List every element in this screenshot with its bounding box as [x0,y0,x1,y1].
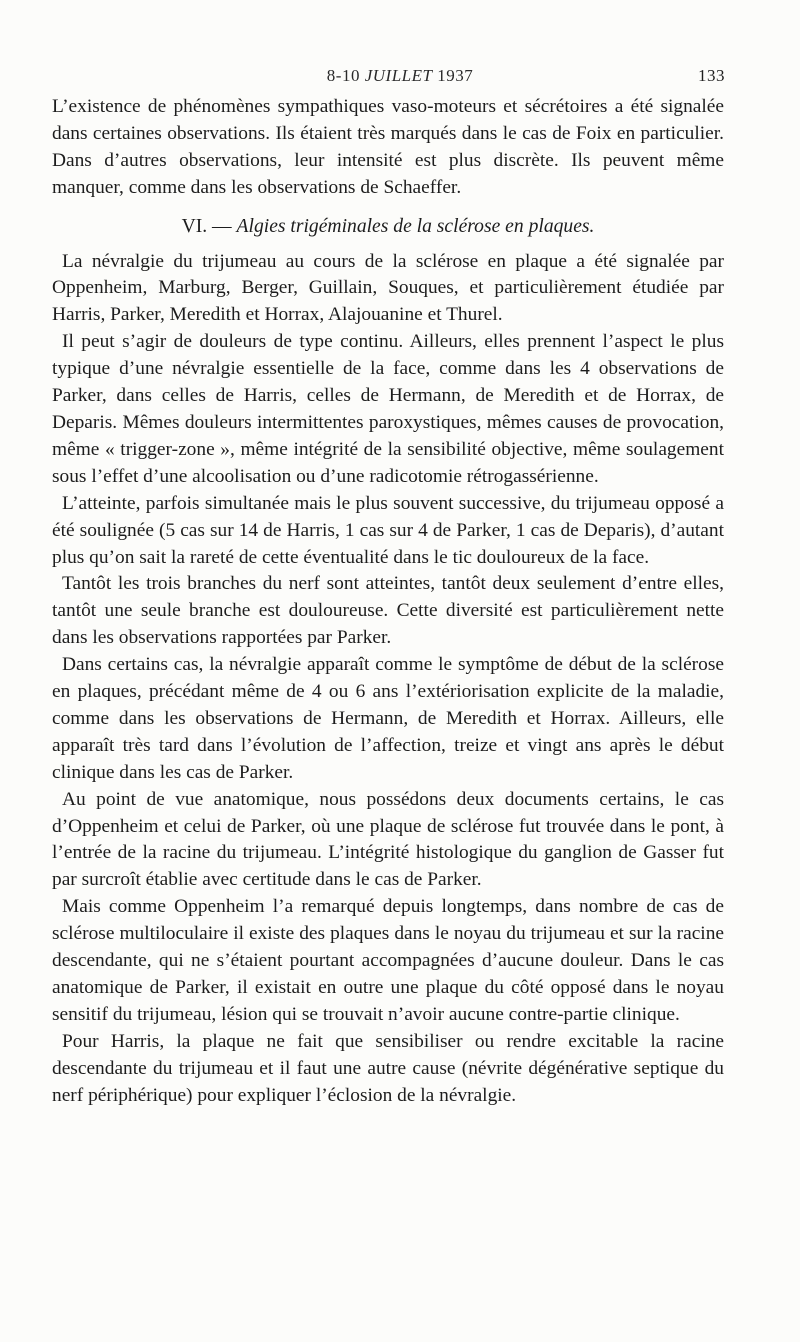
section-dash: — [212,215,232,237]
paragraph: Pour Harris, la plaque ne fait que sensibiliser ou rendre excitable la racine descendante du trijumeau et il faut une autre cause (névrite dégénérative septique du nerf périphérique) pour expliquer l’éclosion de la névralgie. [52,1030,724,1106]
paragraph: Il peut s’agir de douleurs de type continu. Ailleurs, elles prennent l’aspect le plus typique d’une névralgie essentielle de la face, comme dans les 4 observations de Parker, dans celles de Harris, celles de Hermann, de Meredith et de Horrax, de Deparis. Mêmes douleurs intermittentes paroxystiques, mêmes causes de provocation, même « trigger-zone », même intégrité de la sensibilité objective, même soulagement sous l’effet d’une alcoolisation ou d’une radicotomie rétrogassérienne. [52,331,724,487]
paragraph: L’atteinte, parfois simultanée mais le plus souvent successive, du trijumeau opposé a été soulignée (5 cas sur 14 de Harris, 1 cas sur 4 de Parker, 1 cas de Deparis), d’autant plus qu’on sait la rareté de cette éventualité dans le tic douloureux de la face. [52,492,724,568]
paragraph: L’existence de phénomènes sympathiques vaso-moteurs et sécrétoires a été signalée dans certaines observations. Ils étaient très marqués dans le cas de Foix en particulier. Dans d’autres observations, leur intensité est plus discrète. Ils peuvent même manquer, comme dans les observations de Schaeffer. [52,96,724,198]
page-number: 133 [698,66,725,85]
paragraph: Mais comme Oppenheim l’a remarqué depuis longtemps, dans nombre de cas de sclérose multiloculaire il existe des plaques dans le noyau du trijumeau et sur la racine descendante, qui ne s’étaient pourtant accompagnées d’aucune douleur. Dans le cas anatomique de Parker, il existait en outre une plaque du côté opposé dans le noyau sensitif du trijumeau, lésion qui se trouvait n’avoir aucune contre-partie clinique. [52,896,724,1025]
section-heading [52,214,724,241]
paragraph: La névralgie du trijumeau au cours de la sclérose en plaque a été signalée par Oppenheim, Marburg, Berger, Guillain, Souques, et particulièrement étudiée par Harris, Parker, Meredith et Horrax, Alajouanine et Thurel. [52,250,724,326]
header-date-month: JUILLET [364,66,433,85]
paragraph: Tantôt les trois branches du nerf sont atteintes, tantôt deux seulement d’entre elles, tantôt une seule branche est douloureuse. Cette diversité est particulièrement nette dans les observations rapportées par Parker. [52,573,724,649]
header-date [0,66,800,86]
header-date-prefix: 8-10 [326,66,360,85]
paragraph: Dans certains cas, la névralgie apparaît comme le symptôme de début de la sclérose en plaques, précédant même de 4 ou 6 ans l’extériorisation explicite de la maladie, comme dans les observations de Hermann, de Meredith et Horrax. Ailleurs, elle apparaît très tard dans l’évolution de l’affection, treize et vingt ans après le début clinique dans les cas de Parker. [52,654,724,783]
page-body [52,94,724,1110]
section-number: VI. [181,215,208,237]
section-title: Algies trigéminales de la sclérose en plaques. [236,215,595,237]
running-header [0,66,800,88]
paragraph: Au point de vue anatomique, nous possédons deux documents certains, le cas d’Oppenheim et celui de Parker, où une plaque de sclérose fut trouvée dans le pont, à l’entrée de la racine du trijumeau. L’intégrité histologique du ganglion de Gasser fut par surcroît établie avec certitude dans le cas de Parker. [52,788,724,891]
header-date-year: 1937 [437,66,474,85]
